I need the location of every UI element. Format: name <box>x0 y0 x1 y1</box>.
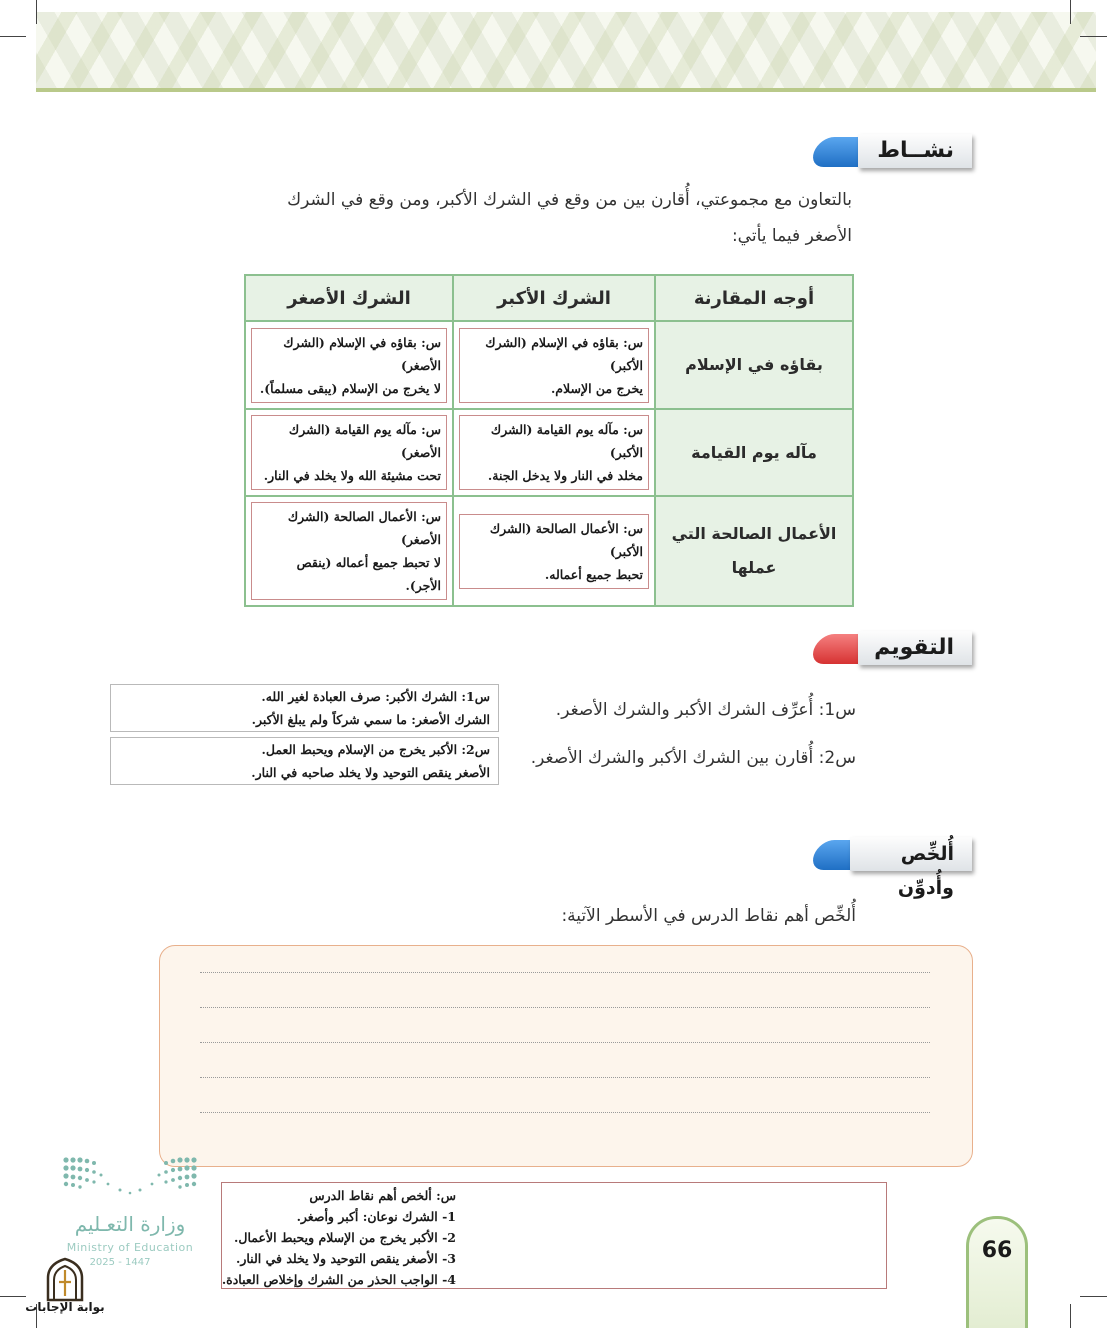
ministry-name-arabic: وزارة التعـليم <box>74 1212 186 1236</box>
notes-writing-area[interactable] <box>159 945 973 1167</box>
evaluation-question-2: س2: أُقارن بين الشرك الأكبر والشرك الأصغر. <box>530 748 856 768</box>
row-aspect-text: الأعمال الصالحة التي <box>671 524 837 543</box>
writing-line <box>200 1112 930 1113</box>
major-answer-cell <box>453 496 655 606</box>
answer-line: لا يخرج من الإسلام (يبقى مسلماً). <box>259 380 441 396</box>
evaluation-section-label: التقويم <box>858 631 972 665</box>
crop-mark <box>1080 1296 1107 1297</box>
answer-line: 1- الشرك نوعان: أكبر وأصغر. <box>296 1209 456 1224</box>
minor-answer-cell <box>245 496 453 606</box>
portal-logo-icon <box>44 1256 86 1302</box>
answer-box <box>251 502 447 600</box>
answer-line: س: ألخص أهم نقاط الدرس <box>309 1188 456 1203</box>
evaluation-question-1: س1: أُعرِّف الشرك الأكبر والشرك الأصغر. <box>555 700 856 720</box>
answer-line: س: مآله يوم القيامة (الشرك <box>288 422 441 437</box>
writing-line <box>200 1042 930 1043</box>
ministry-dots-logo-icon <box>60 1152 200 1200</box>
evaluation-answer-2 <box>110 737 499 785</box>
summary-prompt: أُلخِّص أهم نقاط الدرس في الأسطر الآتية: <box>561 906 856 926</box>
minor-answer-cell <box>245 321 453 409</box>
answer-box <box>251 328 447 403</box>
evaluation-answer-1 <box>110 684 499 732</box>
writing-line <box>200 972 930 973</box>
answer-line: 2- الأكبر يخرج من الإسلام ويحبط الأعمال. <box>234 1230 456 1245</box>
header-major-shirk: الشرك الأكبر <box>453 275 655 321</box>
answer-line: 3- الأصغر ينقص التوحيد ولا يخلد في النار. <box>235 1251 456 1266</box>
summary-section-label: أُلخِّص وأُدوِّن <box>850 837 972 871</box>
header-minor-shirk: الشرك الأصغر <box>245 275 453 321</box>
activity-intro-line-2: الأصغر فيما يأتي: <box>731 226 852 246</box>
answer-line: يخرج من الإسلام. <box>550 380 643 396</box>
row-aspect-cell <box>655 496 853 606</box>
crop-mark <box>0 1296 26 1297</box>
activity-section-label: نشــاط <box>858 134 972 168</box>
crop-mark <box>1080 36 1107 37</box>
table-row <box>245 496 853 606</box>
answer-line: الأصغر) <box>400 445 441 460</box>
answer-line: س1: الشرك الأكبر: صرف العبادة لغير الله. <box>261 689 490 704</box>
header-pattern-band <box>36 12 1096 92</box>
answer-line: الشرك الأصغر: ما سمي شركاً ولم يبلغ الأكبر. <box>251 712 490 727</box>
activity-intro-line-1: بالتعاون مع مجموعتي، أُقارن بين من وقع في الشرك الأكبر، ومن وقع في الشرك <box>287 190 852 210</box>
header-aspect: أوجه المقارنة <box>655 275 853 321</box>
answer-line: س: بقاؤه في الإسلام (الشرك <box>485 334 643 350</box>
crop-mark <box>36 0 37 24</box>
summary-answer-box <box>221 1182 887 1289</box>
ministry-name-english: Ministry of Education <box>66 1241 194 1254</box>
answer-line: تحت مشيئة الله ولا يخلد في النار. <box>263 468 441 483</box>
answer-line: الأكبر) <box>609 543 643 559</box>
row-aspect-text: عملها <box>731 558 777 577</box>
answer-line: 4- الواجب الحذر من الشرك وإخلاص العبادة. <box>221 1272 456 1287</box>
answer-line: الأصغر) <box>400 532 441 547</box>
major-answer-cell <box>453 321 655 409</box>
comparison-table <box>244 274 854 607</box>
minor-answer-cell <box>245 409 453 496</box>
answer-line: تحبط جميع أعماله. <box>544 566 643 582</box>
writing-line <box>200 1007 930 1008</box>
answer-box <box>251 415 447 490</box>
answer-line: الأصغر) <box>400 357 441 373</box>
portal-name: بوابة الإجابات <box>25 1300 105 1314</box>
crop-mark <box>1070 0 1071 24</box>
page-number-tab <box>966 1216 1028 1328</box>
answer-line: مخلد في النار ولا يدخل الجنة. <box>487 468 643 483</box>
ministry-year: 2025 - 1447 <box>89 1257 151 1268</box>
writing-line <box>200 1077 930 1078</box>
answer-box <box>459 415 649 490</box>
table-row <box>245 409 853 496</box>
answer-line: س: الأعمال الصالحة (الشرك <box>489 520 643 536</box>
table-row <box>245 321 853 409</box>
crop-mark <box>1070 1304 1071 1328</box>
answer-line: لا تحبط جميع أعماله (ينقص الأجر). <box>296 555 441 593</box>
answer-box <box>459 328 649 403</box>
row-aspect-text: مآله يوم القيامة <box>691 442 817 462</box>
crop-mark <box>0 36 26 37</box>
answer-line: الأكبر) <box>609 445 643 460</box>
major-answer-cell <box>453 409 655 496</box>
answer-line: س2: الأكبر يخرج من الإسلام ويحبط العمل. <box>261 742 490 757</box>
page-number: 66 <box>981 1238 1013 1263</box>
answer-line: س: الأعمال الصالحة (الشرك <box>287 509 441 524</box>
answer-line: الأكبر) <box>609 357 643 373</box>
answer-line: الأصغر ينقص التوحيد ولا يخلد صاحبه في النار. <box>251 765 490 780</box>
answer-line: س: مآله يوم القيامة (الشرك <box>490 422 643 437</box>
row-aspect-cell <box>655 321 853 409</box>
row-aspect-cell <box>655 409 853 496</box>
table-header-row <box>245 275 853 321</box>
answer-line: س: بقاؤه في الإسلام (الشرك <box>283 334 441 350</box>
row-aspect-text: بقاؤه في الإسلام <box>685 355 823 374</box>
answer-box <box>459 514 649 589</box>
